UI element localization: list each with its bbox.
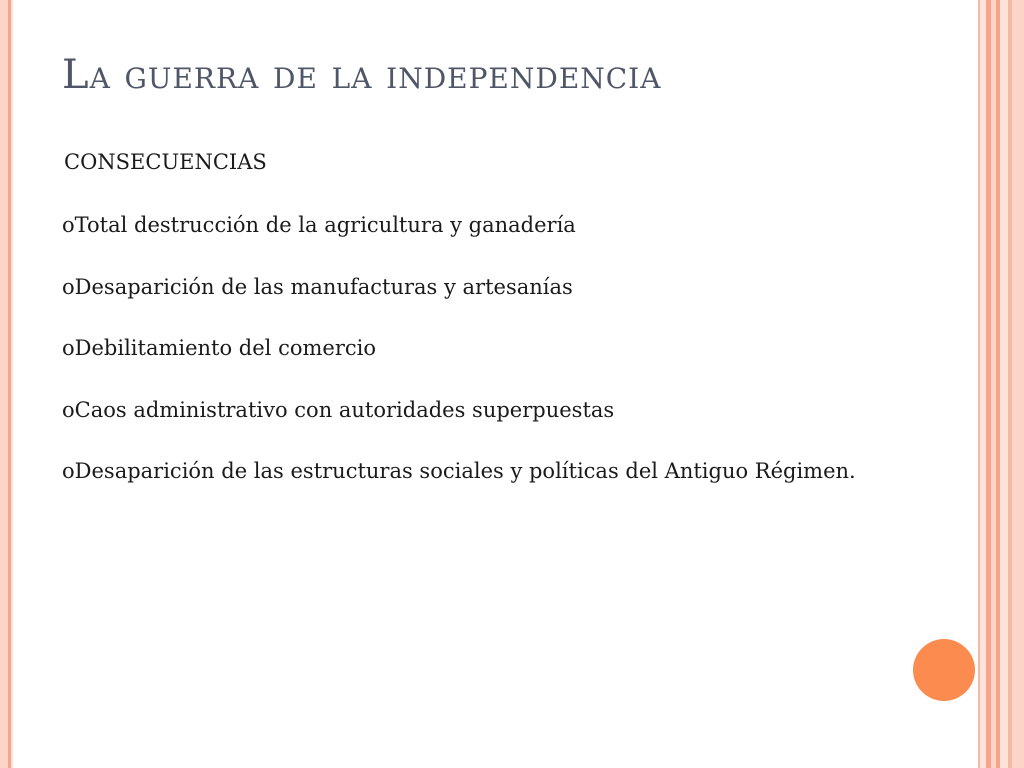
section-heading: CONSECUENCIAS xyxy=(64,150,267,174)
bullet-text: Debilitamiento del comercio xyxy=(74,336,376,360)
bullet-marker: o xyxy=(62,213,75,237)
left-border-stripe xyxy=(11,0,13,768)
bullet-text: Desaparición de las estructuras sociales y políticas del Antiguo Régimen. xyxy=(74,459,856,483)
left-border-stripe xyxy=(0,0,8,768)
bullet-list xyxy=(62,210,856,518)
list-item xyxy=(62,395,856,457)
list-item xyxy=(62,456,856,518)
bullet-text: Desaparición de las manufacturas y artesanías xyxy=(74,274,573,299)
list-item xyxy=(62,333,856,395)
bullet-marker: o xyxy=(62,397,75,422)
bullet-text: Caos administrativo con autoridades superpuestas xyxy=(74,397,615,422)
decorative-circle xyxy=(913,639,975,701)
bullet-marker: o xyxy=(62,336,75,360)
list-item xyxy=(62,210,856,272)
bullet-marker: o xyxy=(62,274,75,299)
right-border-stripe xyxy=(1012,0,1024,768)
bullet-marker: o xyxy=(62,459,75,483)
bullet-text: Total destrucción de la agricultura y ganadería xyxy=(74,213,576,237)
right-border-stripe xyxy=(1000,0,1008,768)
slide-title: La guerra de la independencia xyxy=(62,52,662,98)
list-item xyxy=(62,272,856,334)
